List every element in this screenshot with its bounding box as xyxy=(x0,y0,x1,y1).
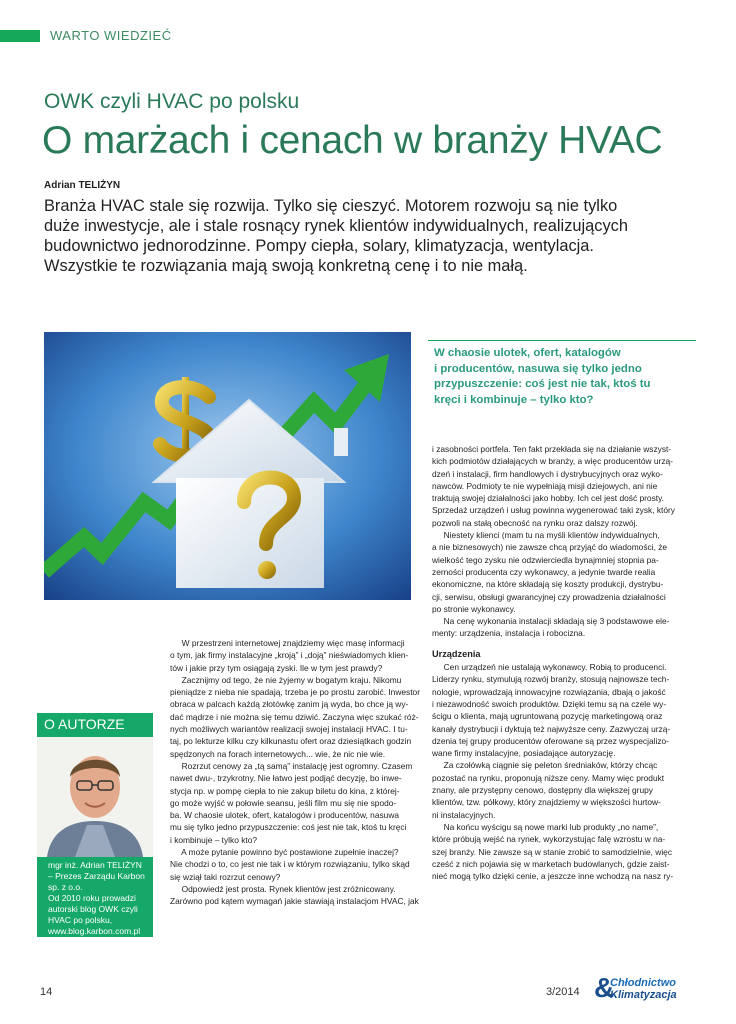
author-bio-line: – Prezes Zarządu Karbon xyxy=(48,871,145,881)
pull-quote-line: i producentów, nasuwa się tylko jedno xyxy=(434,362,642,375)
body-text-line: wielkość tego zysku nie odzwierciedla bynajmniej stopnia pa- xyxy=(432,554,659,565)
issue-number: 3/2014 xyxy=(546,986,580,998)
body-text-line: nieć mogą tylko dzięki cenie, a jeszcze inne wchodzą na nasz ry- xyxy=(432,871,674,882)
body-text-line: o tym, jak firmy instalacyjne „kroją” i „doją” nieświadomych klien- xyxy=(170,650,409,661)
body-text-line: ni instalacyjnych. xyxy=(432,809,496,820)
author-bio-line: HVAC po polsku, xyxy=(48,915,113,925)
body-text-line: obraca w palcach każdą złotówkę zanim ją wyda, bo chce ją wy- xyxy=(170,699,409,710)
body-text-line: cześć z nich pojawia się w marketach budowlanych, gdzie zaist- xyxy=(432,858,670,869)
author-bio-line: Od 2010 roku prowadzi xyxy=(48,893,136,903)
section-heading-urzadzenia: Urządzenia xyxy=(432,648,481,659)
hero-image xyxy=(44,332,411,600)
body-text-line: zerności producenta czy wykonawcy, a jedynie twarde realia xyxy=(432,566,656,577)
author-box-label xyxy=(37,713,153,737)
logo-ampersand: & xyxy=(594,972,615,1003)
section-label: WARTO WIEDZIEĆ xyxy=(50,28,172,43)
body-text-line: Rozrzut cenowy za „tą samą” instalację jest ogromny. Czasem xyxy=(170,760,413,771)
pull-quote-line: kręci i kombinuje – tylko kto? xyxy=(434,393,594,406)
body-text-line: pozwoli na stałą obecność na rynku oraz dalszy rozwój. xyxy=(432,517,638,528)
article-author: Adrian TELIŻYN xyxy=(44,180,121,191)
body-text-line: traktują swojej działalności jako hobby. Ich cel jest dość prosty. xyxy=(432,493,664,504)
body-text-line: wane firmy instalacyjne, posiadające autoryzację. xyxy=(432,748,616,759)
body-text-line: Niestety klienci (mam tu na myśli klientów indywidualnych, xyxy=(432,530,660,541)
body-text-line: dzenia tej grupy producentów oferowane są przez wyspecjalizo- xyxy=(432,735,669,746)
lead-line: Branża HVAC stale się rozwija. Tylko się cieszyć. Motorem rozwoju są nie tylko xyxy=(44,197,618,215)
body-text-line: dzeń i instalacji, firm handlowych i dystrybucyjnych oraz wyko- xyxy=(432,468,663,479)
body-text-line: menty: urządzenia, instalacja i robocizna. xyxy=(432,628,586,639)
body-text-line: pozostać na rynku, proponują niższe ceny. Mamy więc produkt xyxy=(432,772,665,783)
body-text-line: się wziął taki rozrzut cenowy? xyxy=(170,871,281,882)
lead-line: duże inwestycje, ale i stale rosnący rynek klientów indywidualnych, realizujących xyxy=(44,217,628,235)
logo-line-1: Chłodnictwo xyxy=(610,977,676,989)
body-text-line: spędzonych na forach internetowych... wie, że nic nie wie. xyxy=(170,748,386,759)
body-text-line: mu się tylko jedno przypuszczenie: coś jest nie tak, ktoś tu kręci xyxy=(170,822,407,833)
logo-line-2: Klimatyzacja xyxy=(610,989,677,1001)
body-text-line: i zasobności portfela. Ten fakt przekłada się na działanie wszyst- xyxy=(432,444,672,454)
body-text-line: kanały dystrybucji i dyktują też najwyższe ceny. Zazwyczaj urzą- xyxy=(432,723,671,734)
magazine-logo xyxy=(594,972,704,1004)
author-portrait-icon xyxy=(37,737,153,857)
body-text-line: Odpowiedź jest prosta. Rynek klientów jest zróżnicowany. xyxy=(170,883,396,894)
body-text-line: taj, po lekturze kilku czy kilkunastu ofert oraz dziesiątkach godzin xyxy=(170,736,412,747)
body-text-line: znany, ale przystępny cenowo, dostępny dla większej grupy xyxy=(432,785,653,796)
body-text-line: nawet dwu-, trzykrotny. Nie łatwo jest podjąć decyzję, bo inwe- xyxy=(170,773,402,784)
body-text-line: Na cenę wykonania instalacji składają się 3 podstawowe ele- xyxy=(432,616,670,627)
column-2-top xyxy=(432,443,696,640)
body-text-line: Na końcu wyścigu są nowe marki lub produkty „no name”, xyxy=(432,821,659,832)
body-text-line: Za czołówką ciągnie się peleton średniaków, którzy chcąc xyxy=(432,760,658,771)
author-bio-line: sp. z o.o. xyxy=(48,882,83,892)
body-text-line: które próbują wejść na rynek, wykorzystując falę wzrostu w na- xyxy=(432,834,666,845)
pull-quote-line: przypuszczenie: coś jest nie tak, ktoś tu xyxy=(434,378,651,390)
body-text-line: dać mądrze i nie można się temu dziwić. Zaczyna więc szukać róż- xyxy=(170,711,419,722)
body-text-line: Sprzedaż urządzeń i usług powinna wygenerować taki zysk, który xyxy=(432,505,675,516)
section-color-bar xyxy=(0,30,40,42)
body-text-line: tów i jakie przy tym osiągają zyski. Ile w tym jest prawdy? xyxy=(170,662,383,673)
body-text-line: ścigu o klienta, mają ugruntowaną pozycję marketingową oraz xyxy=(432,711,663,722)
article-lead xyxy=(44,196,694,276)
body-text-line: Nie chodzi o to, co jest nie tak i w którym rozwiązaniu, tylko skąd xyxy=(170,859,410,870)
pull-quote-line: W chaosie ulotek, ofert, katalogów xyxy=(434,347,621,359)
author-bio-link[interactable]: www.blog.karbon.com.pl xyxy=(48,926,141,936)
body-text-line: i kombinuje – tylko kto? xyxy=(170,834,258,845)
body-text-line: Cen urządzeń nie ustalają wykonawcy. Robią to producenci. xyxy=(432,662,667,673)
body-text-line: cji, serwisu, obsługi gwarancyjnej czy prowadzenia działalności xyxy=(432,591,666,602)
body-text-line: nych możliwych wariantów realizacji swojej instalacji HVAC. I tu- xyxy=(170,724,408,735)
body-text-line: pieniądze z nieba nie spadają, trzeba je po prostu zarobić. Inwestor xyxy=(170,687,421,698)
body-column-2 xyxy=(432,443,696,882)
body-text-line: a nie biznesowych) nie zawsze chcą przyjąć do wiadomości, że xyxy=(432,542,668,553)
column-2-bottom xyxy=(432,661,696,882)
author-bio xyxy=(37,857,153,937)
body-text-line: stycja np. w pompę ciepła to nie zakup biletu do kina, z której- xyxy=(170,785,400,796)
article-subtitle: OWK czyli HVAC po polsku xyxy=(44,90,300,113)
body-text-line: ekonomiczne, na które składają się koszty produkcji, dystrybu- xyxy=(432,579,664,590)
body-text-line: Zacznijmy od tego, że nie żyjemy w bogatym kraju. Nikomu xyxy=(170,674,402,685)
body-text-line: i niezawodność swoich produktów. Dzięki temu są na czele wy- xyxy=(432,698,667,709)
body-column-1 xyxy=(170,637,421,908)
body-text-line: po stronie wykonawcy. xyxy=(432,603,516,614)
body-text-line: szej branży. Nie zawsze są w stanie zrobić to samodzielnie, więc xyxy=(432,846,673,857)
body-text-line: kich podmiotów działających w branży, a więc producentów urzą- xyxy=(432,456,673,467)
article-title: O marżach i cenach w branży HVAC xyxy=(42,119,663,162)
house-dollar-question-icon xyxy=(44,332,411,600)
body-text-line: A może pytanie powinno być postawione zupełnie inaczej? xyxy=(170,847,399,858)
body-text-line: ba. W chaosie ulotek, ofert, katalogów i producentów, nasuwa xyxy=(170,810,400,821)
body-text-line: klientów, tzw. półkowy, który znajdziemy w większości hurtow- xyxy=(432,797,661,808)
pull-quote xyxy=(434,346,696,408)
body-text-line: Liderzy rynku, stymulują rozwój branży, stosują najnowsze tech- xyxy=(432,674,670,685)
author-photo xyxy=(37,737,153,857)
pull-quote-rule xyxy=(428,340,696,341)
body-text-line: Zarówno pod kątem wymagań jakie stawiają instalacjom HVAC, jak xyxy=(170,896,419,907)
body-text-line: W przestrzeni internetowej znajdziemy więc masę informacji xyxy=(170,638,405,648)
lead-line: Wszystkie te rozwiązania mają swoją konkretną cenę i to nie małą. xyxy=(44,257,528,275)
author-box-label-text: O AUTORZE xyxy=(44,716,125,732)
lead-line: budownictwo jednorodzinne. Pompy ciepła, solary, klimatyzacja, wentylacja. xyxy=(44,237,594,255)
author-bio-line: mgr inż. Adrian TELIŻYN xyxy=(48,860,142,870)
body-text-line: nologie, wprowadzają innowacyjne rozwiązania, dbają o jakość xyxy=(432,686,666,697)
body-text-line: nawców. Podmioty te nie wypełniają misji dziejowych, ani nie xyxy=(432,480,658,491)
body-text-line: go może wyjść w połowie seansu, jeśli film mu się nie spodo- xyxy=(170,797,397,808)
page-number: 14 xyxy=(40,986,53,998)
author-bio-line: autorski blog OWK czyli xyxy=(48,904,138,914)
